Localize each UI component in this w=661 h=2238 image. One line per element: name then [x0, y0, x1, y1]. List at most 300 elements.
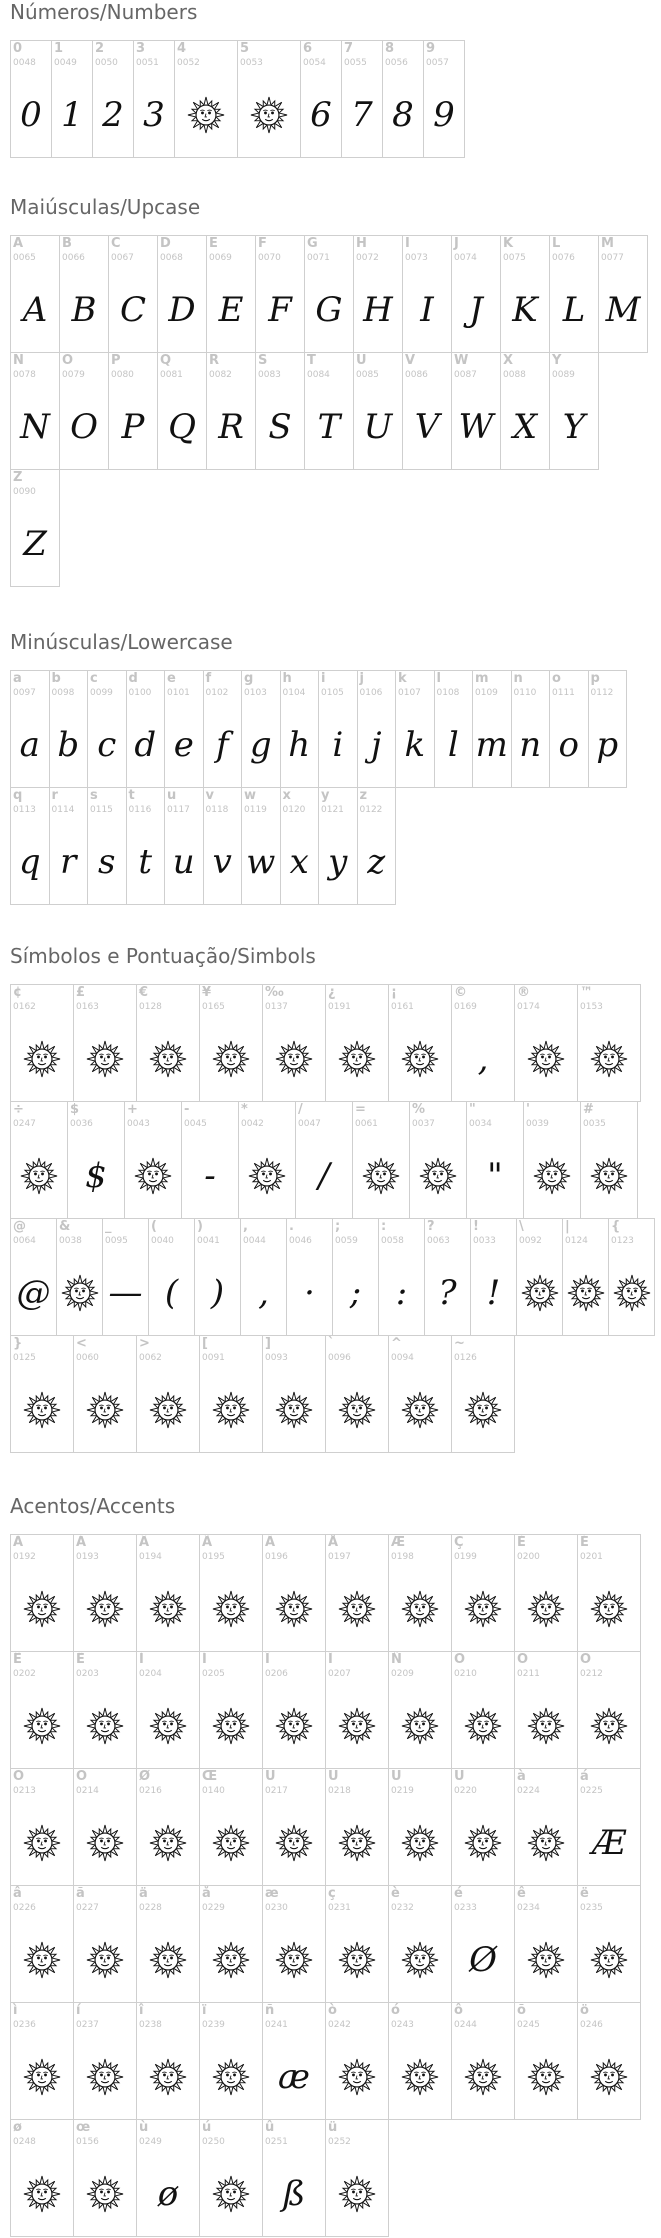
glyph-preview: [410, 1138, 466, 1214]
glyph-preview: [263, 2039, 325, 2115]
sun-face-icon: [212, 1391, 250, 1429]
glyph-preview: [165, 707, 203, 783]
glyph-preview: [239, 1138, 295, 1214]
character-label: p: [590, 671, 600, 686]
glyph-cell: [286, 1218, 333, 1336]
character-label: S: [258, 353, 268, 368]
glyph-cell: [136, 2119, 200, 2237]
sun-face-icon: [86, 1040, 124, 1078]
glyph-cell: [424, 1218, 471, 1336]
glyph-cell: [451, 2002, 515, 2120]
glyph-preview: [137, 2039, 199, 2115]
glyph-cell: [472, 670, 512, 788]
character-code: 0061: [355, 1119, 378, 1129]
sun-face-icon: [464, 1590, 502, 1628]
glyph-cell: [388, 1651, 452, 1769]
character-code: 0220: [454, 1786, 477, 1796]
glyph-cell: [262, 2119, 326, 2237]
sun-face-icon: [533, 1157, 571, 1195]
glyph-cell: [378, 1218, 425, 1336]
glyph-preview: [175, 77, 237, 153]
glyph-sample: s: [98, 842, 116, 882]
sun-face-icon: [275, 1040, 313, 1078]
character-label: l: [436, 671, 441, 686]
character-code: 0218: [328, 1786, 351, 1796]
sun-face-icon: [212, 1590, 250, 1628]
character-code: 0247: [13, 1119, 36, 1129]
glyph-cell: [206, 235, 256, 353]
character-code: 0243: [391, 2020, 414, 2030]
character-label: 0: [13, 41, 23, 56]
character-label: ó: [391, 2003, 400, 2018]
glyph-preview: [11, 824, 49, 900]
glyph-preview: [263, 2156, 325, 2232]
sun-face-icon: [212, 1941, 250, 1979]
glyph-cell: [10, 787, 50, 905]
character-label: ¢: [13, 985, 23, 1000]
glyph-sample: 8: [392, 95, 414, 135]
character-code: 0204: [139, 1669, 162, 1679]
glyph-cell: [451, 235, 501, 353]
glyph-preview: [137, 1571, 199, 1647]
character-label: ¡: [391, 985, 397, 1000]
glyph-sample: !: [486, 1273, 501, 1313]
character-code: 0111: [552, 688, 575, 698]
character-label: A: [13, 236, 24, 251]
character-code: 0239: [202, 2020, 225, 2030]
character-code: 0057: [426, 58, 449, 68]
glyph-preview: [127, 707, 165, 783]
character-code: 0055: [344, 58, 367, 68]
glyph-cell: [157, 352, 207, 470]
character-code: 0082: [209, 370, 232, 380]
character-code: 0117: [167, 805, 190, 815]
glyph-cell: [10, 1335, 74, 1453]
character-label: å: [202, 1886, 211, 1901]
sun-face-icon: [134, 1157, 172, 1195]
sun-face-icon: [212, 1824, 250, 1862]
glyph-sample: p: [596, 725, 619, 765]
character-label: K: [503, 236, 514, 251]
glyph-preview: [578, 2039, 640, 2115]
character-label: Û: [391, 1769, 402, 1784]
glyph-cell: [262, 1651, 326, 1769]
glyph-preview: [452, 2039, 514, 2115]
glyph-cell: [295, 1101, 353, 1219]
character-code: 0245: [517, 2020, 540, 2030]
character-code: 0200: [517, 1552, 540, 1562]
glyph-sample: K: [512, 290, 538, 330]
glyph-cell: [318, 670, 358, 788]
glyph-preview: [326, 1922, 388, 1998]
glyph-sample: M: [605, 290, 641, 330]
character-label: ü: [328, 2120, 338, 2135]
glyph-sample: Y: [562, 407, 586, 447]
character-code: 0205: [202, 1669, 225, 1679]
glyph-cell: [514, 1651, 578, 1769]
character-label: õ: [517, 2003, 526, 2018]
glyph-cell: [238, 1101, 296, 1219]
character-code: 0202: [13, 1669, 36, 1679]
glyph-cell: [10, 1768, 74, 1886]
character-code: 0165: [202, 1002, 225, 1012]
glyph-preview: [60, 272, 108, 348]
glyph-preview: [578, 1805, 640, 1881]
character-code: 0046: [289, 1236, 312, 1246]
character-code: 0053: [240, 58, 263, 68]
character-label: F: [258, 236, 267, 251]
sun-face-icon: [401, 1824, 439, 1862]
glyph-preview: [263, 1922, 325, 1998]
character-code: 0086: [405, 370, 428, 380]
character-code: 0043: [127, 1119, 150, 1129]
character-code: 0230: [265, 1903, 288, 1913]
character-label: ®: [517, 985, 530, 1000]
sun-face-icon: [149, 2058, 187, 2096]
character-code: 0100: [128, 688, 152, 698]
glyph-preview: [11, 1372, 73, 1448]
character-code: 0105: [321, 688, 344, 698]
sun-face-icon: [23, 2175, 61, 2213]
glyph-cell: [73, 1885, 137, 2003]
sun-face-icon: [149, 1590, 187, 1628]
character-label: ï: [202, 2003, 207, 2018]
glyph-preview: [471, 1255, 516, 1331]
character-label: Y: [552, 353, 562, 368]
character-code: 0137: [265, 1002, 288, 1012]
sun-face-icon: [86, 2175, 124, 2213]
character-label: n: [513, 671, 523, 686]
character-code: 0196: [265, 1552, 288, 1562]
glyph-cell: [10, 2119, 74, 2237]
character-label: ¥: [202, 985, 212, 1000]
character-label: Å: [328, 1535, 339, 1550]
glyph-cell: [434, 670, 474, 788]
glyph-preview: [305, 272, 353, 348]
glyph-preview: [389, 1372, 451, 1448]
glyph-preview: [242, 707, 280, 783]
glyph-cell: [237, 40, 301, 158]
character-label: }: [13, 1336, 23, 1351]
glyph-sample: d: [134, 725, 157, 765]
glyph-cell: [300, 40, 342, 158]
glyph-preview: [296, 1138, 352, 1214]
character-label: ^: [391, 1336, 402, 1351]
character-code: 0034: [469, 1119, 492, 1129]
sun-face-icon: [212, 2058, 250, 2096]
glyph-cell: [562, 1218, 609, 1336]
character-code: 0191: [328, 1002, 351, 1012]
glyph-cell: [73, 1335, 137, 1453]
glyph-preview: [200, 1922, 262, 1998]
glyph-preview: [158, 272, 206, 348]
glyph-cell: [73, 1651, 137, 1769]
glyph-preview: [550, 389, 598, 465]
glyph-preview: [281, 707, 319, 783]
glyph-cell: [341, 40, 383, 158]
character-label: <: [76, 1336, 87, 1351]
character-label: *: [241, 1102, 248, 1117]
sun-face-icon: [567, 1274, 605, 1312]
sun-face-icon: [248, 1157, 286, 1195]
glyph-preview: [137, 1021, 199, 1097]
glyph-sample: j: [370, 725, 382, 765]
character-code: 0213: [13, 1786, 36, 1796]
glyph-cell: [126, 670, 166, 788]
glyph-cell: [352, 1101, 410, 1219]
sun-face-icon: [23, 1824, 61, 1862]
character-code: 0216: [139, 1786, 162, 1796]
glyph-preview: [589, 707, 627, 783]
glyph-sample: :: [395, 1273, 408, 1313]
character-label: ë: [580, 1886, 589, 1901]
glyph-preview: [103, 1255, 148, 1331]
glyph-cell: [136, 2002, 200, 2120]
character-label: T: [307, 353, 316, 368]
character-label: o: [552, 671, 561, 686]
character-code: 0203: [76, 1669, 99, 1679]
glyph-cell: [164, 670, 204, 788]
character-code: 0108: [436, 688, 460, 698]
glyph-sample: Ø: [469, 1940, 497, 1980]
glyph-sample: I: [420, 290, 434, 330]
glyph-preview: [165, 824, 203, 900]
glyph-cell: [577, 984, 641, 1102]
character-label: Í: [202, 1652, 207, 1667]
glyph-preview: [182, 1138, 238, 1214]
glyph-sample: i: [332, 725, 344, 765]
character-label: Ç: [454, 1535, 464, 1550]
sun-face-icon: [275, 1824, 313, 1862]
glyph-preview: [452, 272, 500, 348]
character-label: ø: [13, 2120, 22, 2135]
glyph-preview: [11, 1021, 73, 1097]
glyph-cell: [353, 352, 403, 470]
sun-face-icon: [590, 1941, 628, 1979]
character-code: 0162: [13, 1002, 36, 1012]
character-code: 0125: [13, 1353, 36, 1363]
glyph-sample: f: [215, 725, 229, 765]
sun-face-icon: [338, 1040, 376, 1078]
sun-face-icon: [23, 1391, 61, 1429]
character-label: /: [298, 1102, 303, 1117]
section-title: Minúsculas/Lowercase: [10, 630, 233, 654]
character-label: Ö: [76, 1769, 88, 1784]
glyph-cell: [608, 1218, 655, 1336]
character-label: ù: [139, 2120, 149, 2135]
character-label: i: [321, 671, 326, 686]
character-label: 1: [54, 41, 64, 56]
character-code: 0210: [454, 1669, 477, 1679]
sun-face-icon: [590, 2058, 628, 2096]
glyph-preview: [207, 272, 255, 348]
character-code: 0153: [580, 1002, 603, 1012]
character-label: €: [139, 985, 149, 1000]
glyph-preview: [204, 707, 242, 783]
character-code: 0121: [321, 805, 344, 815]
glyph-cell: [318, 787, 358, 905]
glyph-preview: [389, 1571, 451, 1647]
character-label: Ã: [202, 1535, 213, 1550]
character-code: 0211: [517, 1669, 540, 1679]
character-code: 0106: [359, 688, 383, 698]
glyph-preview: [452, 389, 500, 465]
glyph-preview: [11, 707, 49, 783]
glyph-cell: [73, 2119, 137, 2237]
character-code: 0107: [398, 688, 421, 698]
character-label: %: [412, 1102, 426, 1117]
glyph-preview: [11, 2156, 73, 2232]
glyph-preview: [109, 272, 157, 348]
glyph-preview: [609, 1255, 654, 1331]
glyph-preview: [158, 389, 206, 465]
glyph-cell: [588, 670, 628, 788]
character-code: 0251: [265, 2137, 288, 2147]
glyph-preview: [452, 1571, 514, 1647]
character-code: 0161: [391, 1002, 414, 1012]
sun-face-icon: [23, 1040, 61, 1078]
glyph-cell: [136, 1651, 200, 1769]
character-code: 0114: [51, 805, 75, 815]
character-code: 0235: [580, 1903, 603, 1913]
sun-face-icon: [338, 1391, 376, 1429]
sun-face-icon: [527, 2058, 565, 2096]
glyph-preview: [11, 1805, 73, 1881]
section-title: Maiúsculas/Upcase: [10, 195, 201, 219]
character-label: x: [282, 788, 291, 803]
glyph-sample: q: [18, 842, 41, 882]
glyph-cell: [240, 1218, 287, 1336]
glyph-preview: [319, 707, 357, 783]
sun-face-icon: [86, 1590, 124, 1628]
character-label: ò: [328, 2003, 337, 2018]
glyph-preview: [149, 1255, 194, 1331]
sun-face-icon: [212, 1707, 250, 1745]
glyph-cell: [262, 2002, 326, 2120]
glyph-preview: [354, 389, 402, 465]
character-label: .: [289, 1219, 294, 1234]
character-code: 0065: [13, 253, 36, 263]
sun-face-icon: [590, 1707, 628, 1745]
character-code: 0038: [59, 1236, 82, 1246]
section-title: Acentos/Accents: [10, 1494, 176, 1518]
character-label: ö: [580, 2003, 589, 2018]
glyph-cell: [402, 235, 452, 353]
glyph-preview: [200, 1372, 262, 1448]
glyph-preview: [11, 506, 59, 582]
character-label: |: [565, 1219, 570, 1234]
glyph-preview: [256, 389, 304, 465]
character-label: M: [601, 236, 614, 251]
sun-face-icon: [250, 96, 288, 134]
glyph-preview: [263, 1571, 325, 1647]
glyph-cell: [199, 2119, 263, 2237]
character-code: 0224: [517, 1786, 540, 1796]
character-label: Z: [13, 470, 23, 485]
character-code: 0093: [265, 1353, 288, 1363]
glyph-preview: [11, 1138, 67, 1214]
glyph-preview: [137, 1372, 199, 1448]
character-code: 0076: [552, 253, 575, 263]
character-code: 0062: [139, 1353, 162, 1363]
glyph-preview: [287, 1255, 332, 1331]
glyph-preview: [134, 77, 174, 153]
glyph-preview: [137, 1688, 199, 1764]
sun-face-icon: [212, 1040, 250, 1078]
sun-face-icon: [464, 2058, 502, 2096]
glyph-cell: [10, 1218, 57, 1336]
glyph-sample: @: [16, 1273, 51, 1313]
character-code: 0074: [454, 253, 477, 263]
glyph-cell: [51, 40, 93, 158]
glyph-sample: u: [172, 842, 195, 882]
glyph-cell: [10, 40, 52, 158]
glyph-sample: o: [558, 725, 579, 765]
glyph-sample: S: [268, 407, 292, 447]
character-code: 0066: [62, 253, 85, 263]
glyph-cell: [136, 984, 200, 1102]
glyph-sample: Æ: [591, 1823, 627, 1863]
character-code: 0077: [601, 253, 624, 263]
glyph-cell: [49, 670, 89, 788]
glyph-cell: [470, 1218, 517, 1336]
glyph-preview: [125, 1138, 181, 1214]
character-label: á: [580, 1769, 589, 1784]
glyph-cell: [59, 352, 109, 470]
glyph-cell: [511, 670, 551, 788]
glyph-cell: [199, 1335, 263, 1453]
glyph-cell: [409, 1101, 467, 1219]
glyph-preview: [389, 1021, 451, 1097]
character-label: q: [13, 788, 23, 803]
glyph-cell: [10, 1885, 74, 2003]
character-code: 0207: [328, 1669, 351, 1679]
character-code: 0094: [391, 1353, 414, 1363]
character-label: Æ: [391, 1535, 406, 1550]
glyph-preview: [515, 1922, 577, 1998]
character-code: 0209: [391, 1669, 414, 1679]
character-label: =: [355, 1102, 366, 1117]
character-label: ": [469, 1102, 476, 1117]
character-label: +: [127, 1102, 138, 1117]
glyph-cell: [174, 40, 238, 158]
character-label: œ: [76, 2120, 91, 2135]
character-code: 0123: [611, 1236, 634, 1246]
glyph-preview: [200, 1805, 262, 1881]
glyph-cell: [388, 1768, 452, 1886]
glyph-cell: [500, 352, 550, 470]
glyph-cell: [148, 1218, 195, 1336]
character-code: 0229: [202, 1903, 225, 1913]
glyph-preview: [578, 1571, 640, 1647]
glyph-cell: [262, 1534, 326, 1652]
character-label: Ä: [265, 1535, 276, 1550]
sun-face-icon: [590, 1040, 628, 1078]
glyph-cell: [388, 1534, 452, 1652]
glyph-preview: [358, 707, 396, 783]
sun-face-icon: [527, 1941, 565, 1979]
character-label: O: [62, 353, 74, 368]
character-code: 0049: [54, 58, 77, 68]
glyph-sample: H: [363, 290, 393, 330]
sun-face-icon: [149, 1941, 187, 1979]
glyph-sample: h: [288, 725, 311, 765]
glyph-cell: [241, 670, 281, 788]
character-label: 9: [426, 41, 436, 56]
character-code: 0228: [139, 1903, 162, 1913]
section-title: Símbolos e Pontuação/Simbols: [10, 944, 316, 968]
character-code: 0047: [298, 1119, 321, 1129]
